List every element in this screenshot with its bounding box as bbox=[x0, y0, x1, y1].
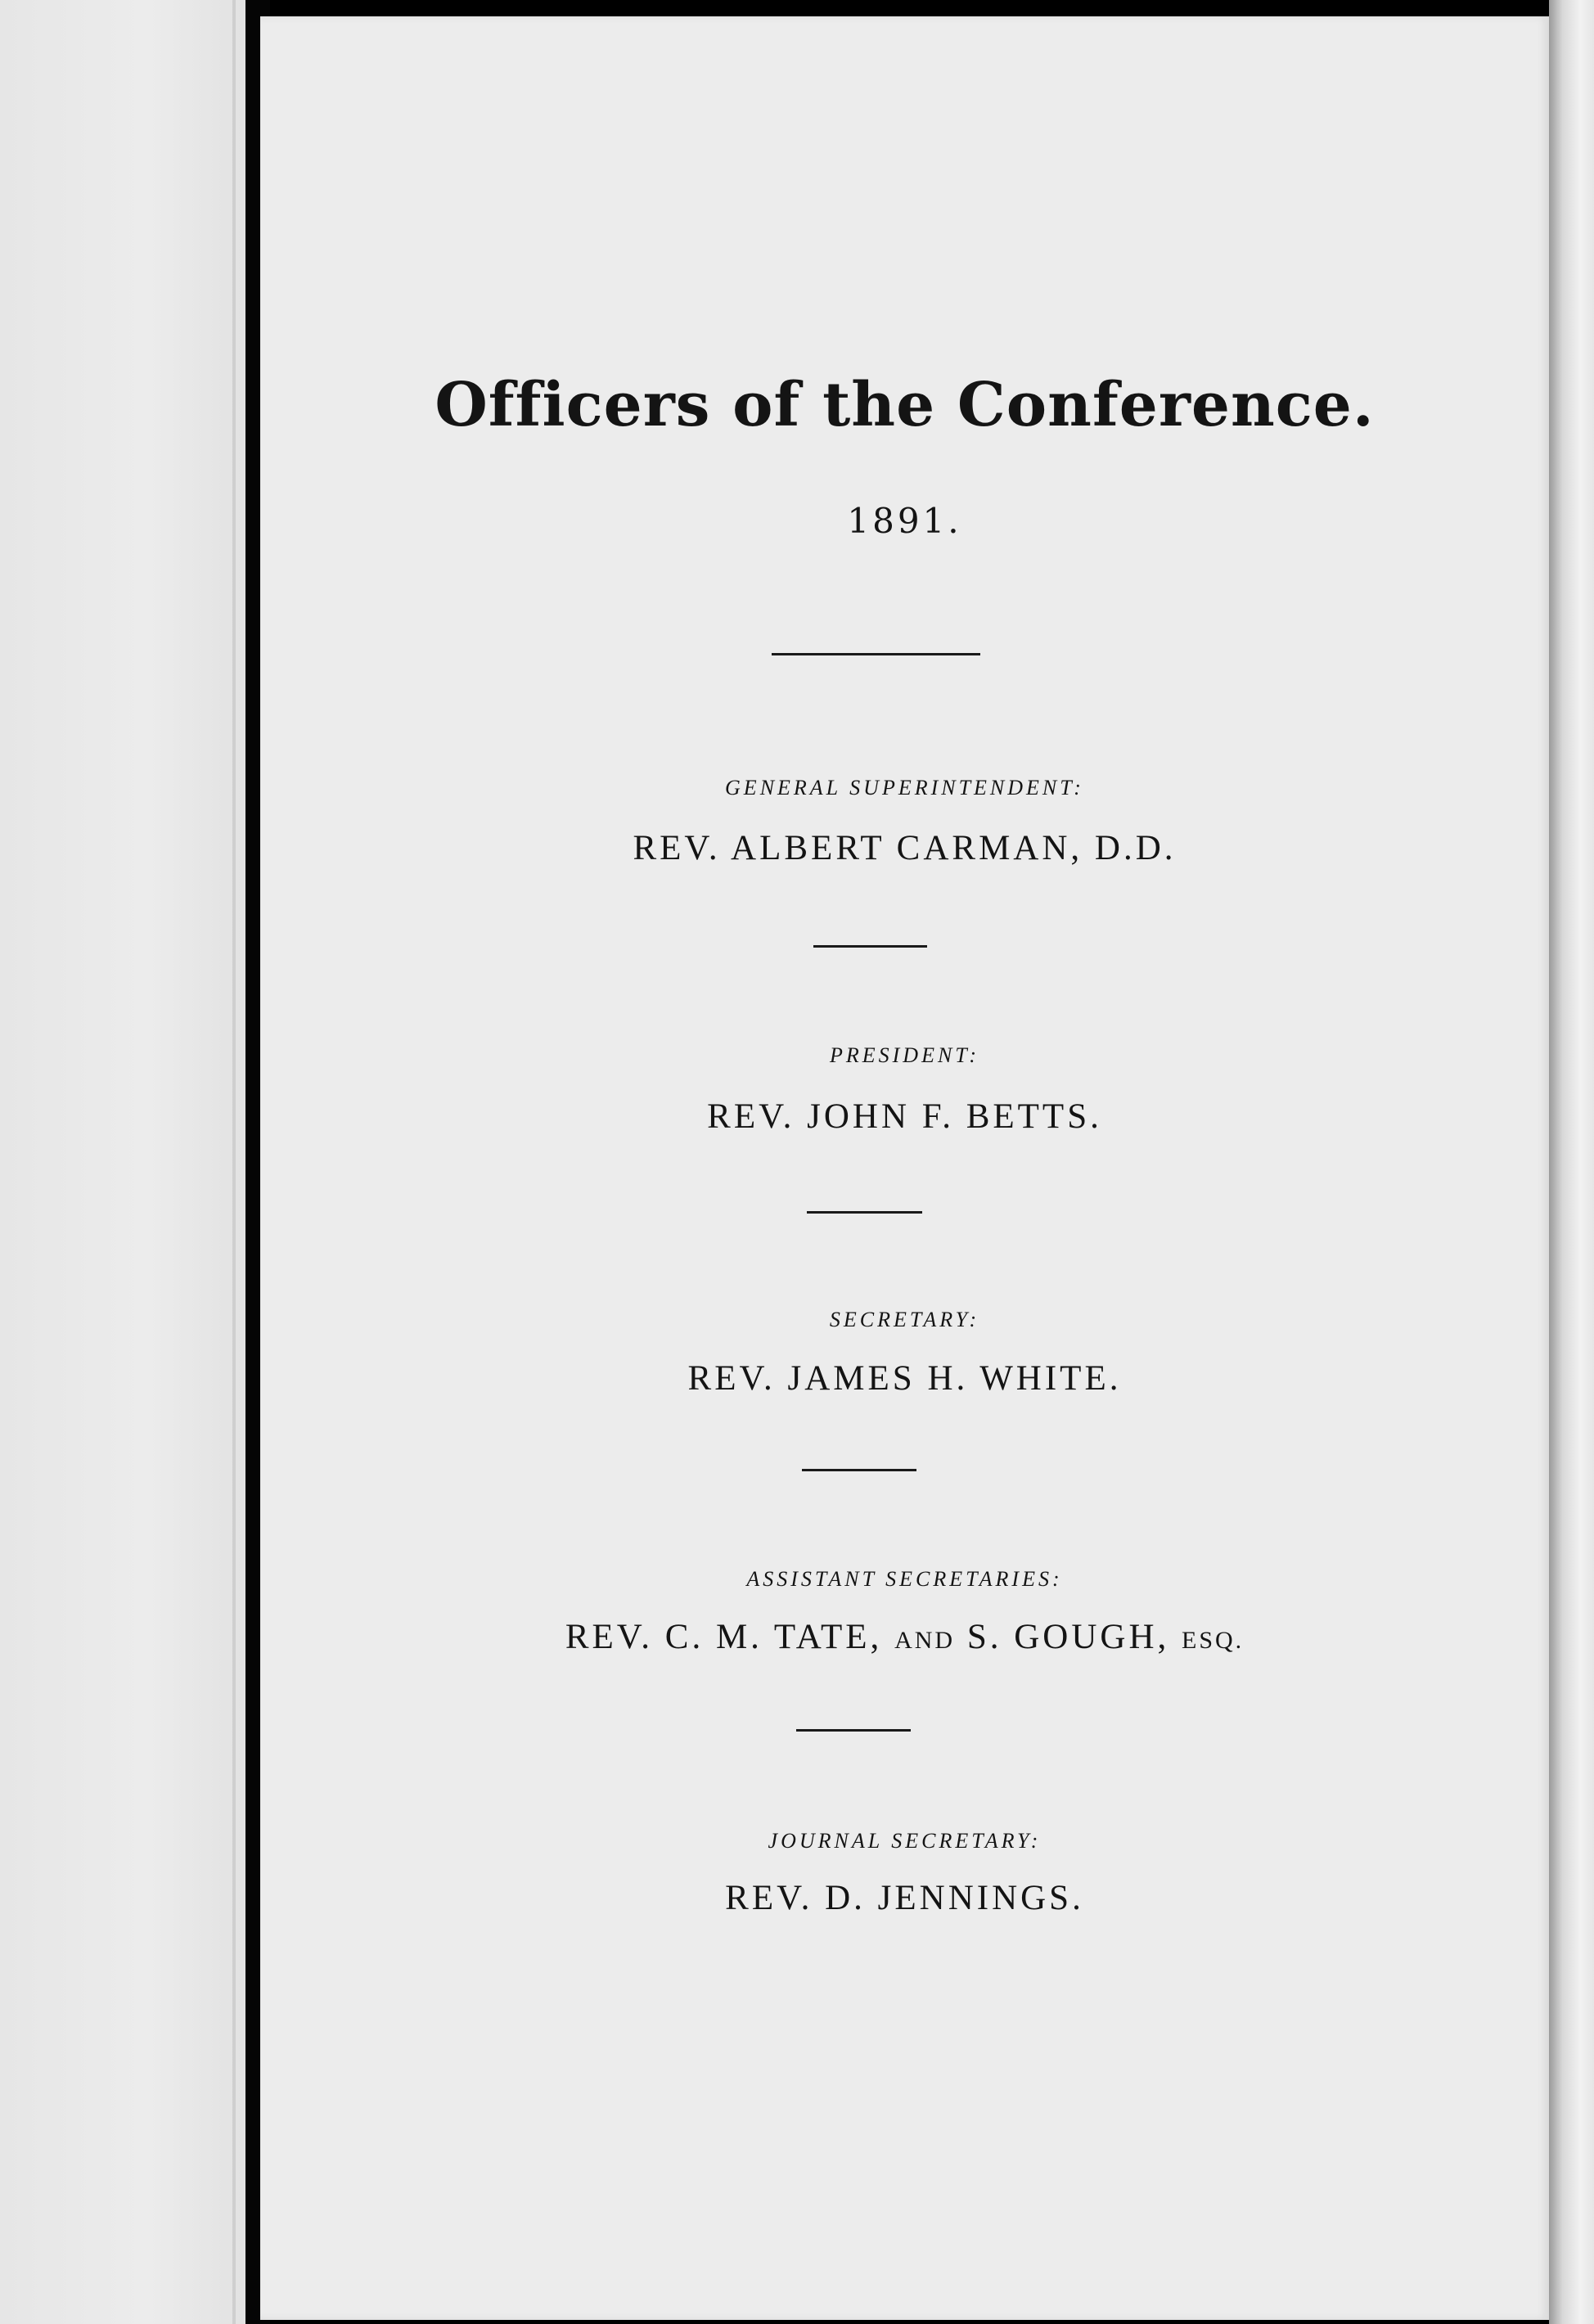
name-conjunction: AND bbox=[894, 1627, 956, 1654]
officer-name-assistant-secretaries bbox=[260, 1617, 1549, 1657]
left-page bbox=[0, 0, 245, 2324]
officer-name-journal-secretary: REV. D. JENNINGS. bbox=[725, 1879, 1084, 1917]
divider-rule bbox=[802, 1469, 916, 1471]
name-part-2: S. GOUGH, bbox=[966, 1618, 1170, 1656]
divider-rule bbox=[796, 1729, 911, 1732]
page-content bbox=[260, 16, 1549, 2320]
name-part-1: REV. C. M. TATE, bbox=[565, 1618, 883, 1656]
name-suffix: ESQ. bbox=[1182, 1627, 1245, 1654]
officer-name-secretary: REV. JAMES H. WHITE. bbox=[687, 1359, 1122, 1398]
right-page-edge bbox=[1549, 0, 1594, 2324]
officer-role-assistant-secretaries: ASSISTANT SECRETARIES: bbox=[746, 1567, 1063, 1591]
left-page-edge bbox=[232, 0, 236, 2324]
divider-rule bbox=[813, 945, 927, 948]
divider-rule bbox=[807, 1211, 922, 1214]
officer-role-general-superintendent: GENERAL SUPERINTENDENT: bbox=[725, 776, 1084, 799]
page-title: Officers of the Conference. bbox=[435, 370, 1375, 440]
officer-role-president: PRESIDENT: bbox=[830, 1043, 979, 1067]
officer-role-journal-secretary: JOURNAL SECRETARY: bbox=[768, 1829, 1042, 1853]
year: 1891. bbox=[847, 501, 962, 541]
divider-rule bbox=[772, 653, 980, 655]
officer-role-secretary: SECRETARY: bbox=[829, 1308, 980, 1331]
officer-name-general-superintendent: REV. ALBERT CARMAN, D.D. bbox=[633, 829, 1177, 867]
officer-name-president: REV. JOHN F. BETTS. bbox=[707, 1097, 1102, 1136]
